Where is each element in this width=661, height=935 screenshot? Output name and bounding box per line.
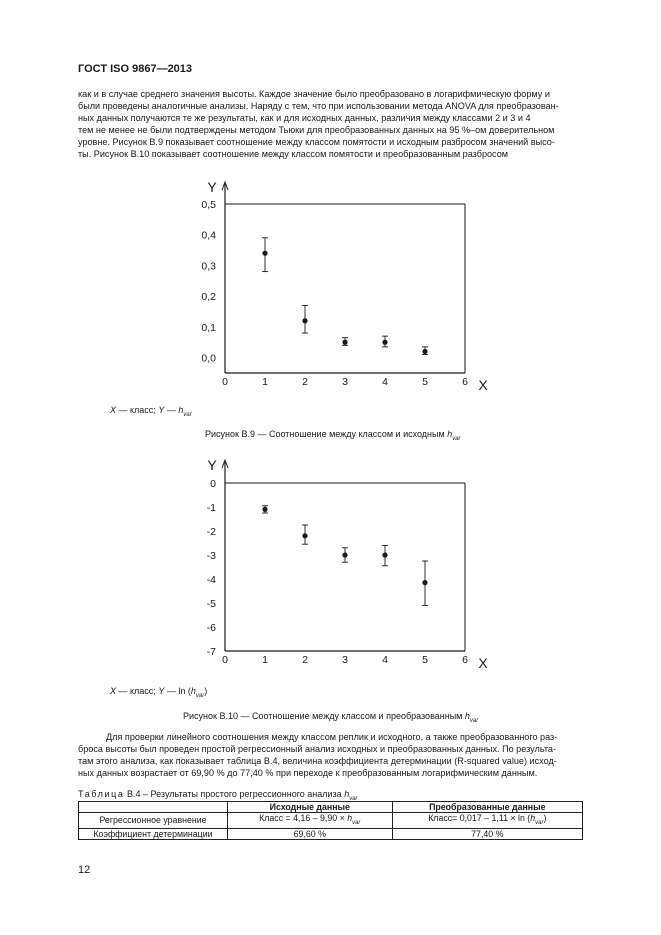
x-tick-label: 5 (422, 376, 428, 388)
x-tick-label: 1 (262, 376, 268, 388)
cell-original-r2: 69,60 % (228, 828, 393, 839)
text-line: броса высоты был проведен простой регрессионный анализ исходных и преобразованных данных. По результа- (78, 744, 556, 755)
table-row (79, 828, 583, 839)
x-tick-label: 6 (462, 376, 468, 388)
y-tick-label: -4 (206, 574, 216, 586)
y-tick-label: -5 (206, 598, 216, 610)
x-tick-label: 1 (262, 654, 268, 666)
table-header-empty (79, 802, 228, 813)
table-row (79, 813, 583, 829)
paragraph-regression (78, 731, 614, 779)
text-line: уровне. Рисунок В.9 показывает соотношение между классом помятости и исходным разбросом значений высо- (78, 137, 555, 148)
text-line: как и в случае среднего значения высоты. Каждое значение было преобразовано в логарифмическую форму и (78, 89, 550, 99)
x-tick-label: 3 (342, 376, 348, 388)
figure-b10-legend: X — класс; Y — $\ln (h_{var})$ (110, 686, 208, 699)
x-tick-label: 2 (302, 654, 308, 666)
figure-b9-chart (0, 172, 661, 407)
data-point (422, 580, 427, 585)
page-header: ГОСТ ISO 9867—2013 (78, 63, 193, 75)
table-caption: Таблица В.4 – Результаты простого регрессионного анализа $h_{var}$ (78, 789, 358, 802)
data-point (302, 533, 307, 538)
row-label: Коэффициент детерминации (79, 828, 228, 839)
text-line: там этого анализа, как показывает таблица В.4, величина коэффициента детерминации (R-squared value) исход- (78, 756, 557, 767)
figure-b9-caption: Рисунок В.9 — Соотношение между классом и исходным $h_{var}$ (205, 429, 461, 442)
x-axis-label: X (478, 377, 488, 393)
y-tick-label: -3 (206, 550, 216, 562)
x-tick-label: 0 (222, 654, 228, 666)
data-point (262, 507, 267, 512)
data-point (342, 552, 347, 557)
text-line: ных данных получаются те же результаты, как и для исходных данных, различия между классами 2 и 3 и 4 (78, 113, 531, 124)
x-tick-label: 2 (302, 376, 308, 388)
figure-b9-legend: X — класс; Y — $h_{var}$ (110, 405, 192, 418)
data-point (382, 340, 387, 345)
data-point (262, 251, 267, 256)
figure-b10-caption: Рисунок В.10 — Соотношение между классом и преобразованным $h_{var}$ (183, 711, 479, 724)
data-point (342, 340, 347, 345)
text-line: ных данных возрастает от 69,90 % до 77,40 % при переходе к преобразованным логарифмическим данным. (78, 768, 538, 779)
y-tick-label: 0,3 (201, 260, 216, 273)
regression-table (78, 801, 583, 840)
x-tick-label: 5 (422, 654, 428, 666)
cell-original-equation: Класс = $4,16 - 9,90 \times h_{var}$ (228, 813, 393, 829)
y-axis-label: Y (207, 457, 217, 473)
data-point (422, 349, 427, 354)
y-tick-label: 0,5 (201, 199, 216, 211)
y-tick-label: -6 (206, 622, 216, 634)
x-tick-label: 4 (382, 376, 388, 388)
y-tick-label: 0,4 (201, 229, 216, 242)
data-point (302, 318, 307, 323)
text-line: тем не менее не были подтверждены методом Тьюки для преобразованных данных на 95 %–ом доверительном (78, 125, 555, 136)
text-line: ты. Рисунок В.10 показывает соотношение между классом помятости и преобразованным разбросом (78, 149, 509, 160)
table-header-transformed: Преобразованные данные (392, 802, 582, 813)
page-number: 12 (78, 864, 91, 876)
text-line: Для проверки линейного соотношения между классом реплик и исходного, а также преобразованного раз- (106, 732, 558, 742)
y-tick-label: 0 (210, 478, 216, 490)
table-header-original: Исходные данные (228, 802, 393, 813)
cell-transformed-r2: 77,40 % (392, 828, 582, 839)
y-tick-label: -1 (206, 502, 216, 514)
x-tick-label: 0 (222, 376, 228, 388)
cell-transformed-equation: Класс= $0,017 - 1,11 \times \ln (h_{var})$ (392, 813, 582, 829)
data-point (382, 552, 387, 557)
x-tick-label: 4 (382, 654, 388, 666)
text-line: были проведены аналогичные анализы. Наряду с тем, что при использовании метода ANOVA для преобразован- (78, 101, 559, 112)
y-tick-label: 0,0 (201, 352, 216, 365)
y-tick-label: -2 (206, 526, 216, 538)
y-tick-label: -7 (206, 646, 216, 658)
x-tick-label: 3 (342, 654, 348, 666)
row-label: Регрессионное уравнение (79, 813, 228, 829)
y-tick-label: 0,2 (201, 291, 216, 304)
y-axis-label: Y (207, 179, 217, 195)
x-tick-label: 6 (462, 654, 468, 666)
x-axis-label: X (478, 655, 488, 671)
figure-b10-chart (0, 453, 661, 675)
paragraph-intro (78, 88, 614, 161)
y-tick-label: 0,1 (201, 321, 216, 334)
table-header-row (79, 802, 583, 813)
